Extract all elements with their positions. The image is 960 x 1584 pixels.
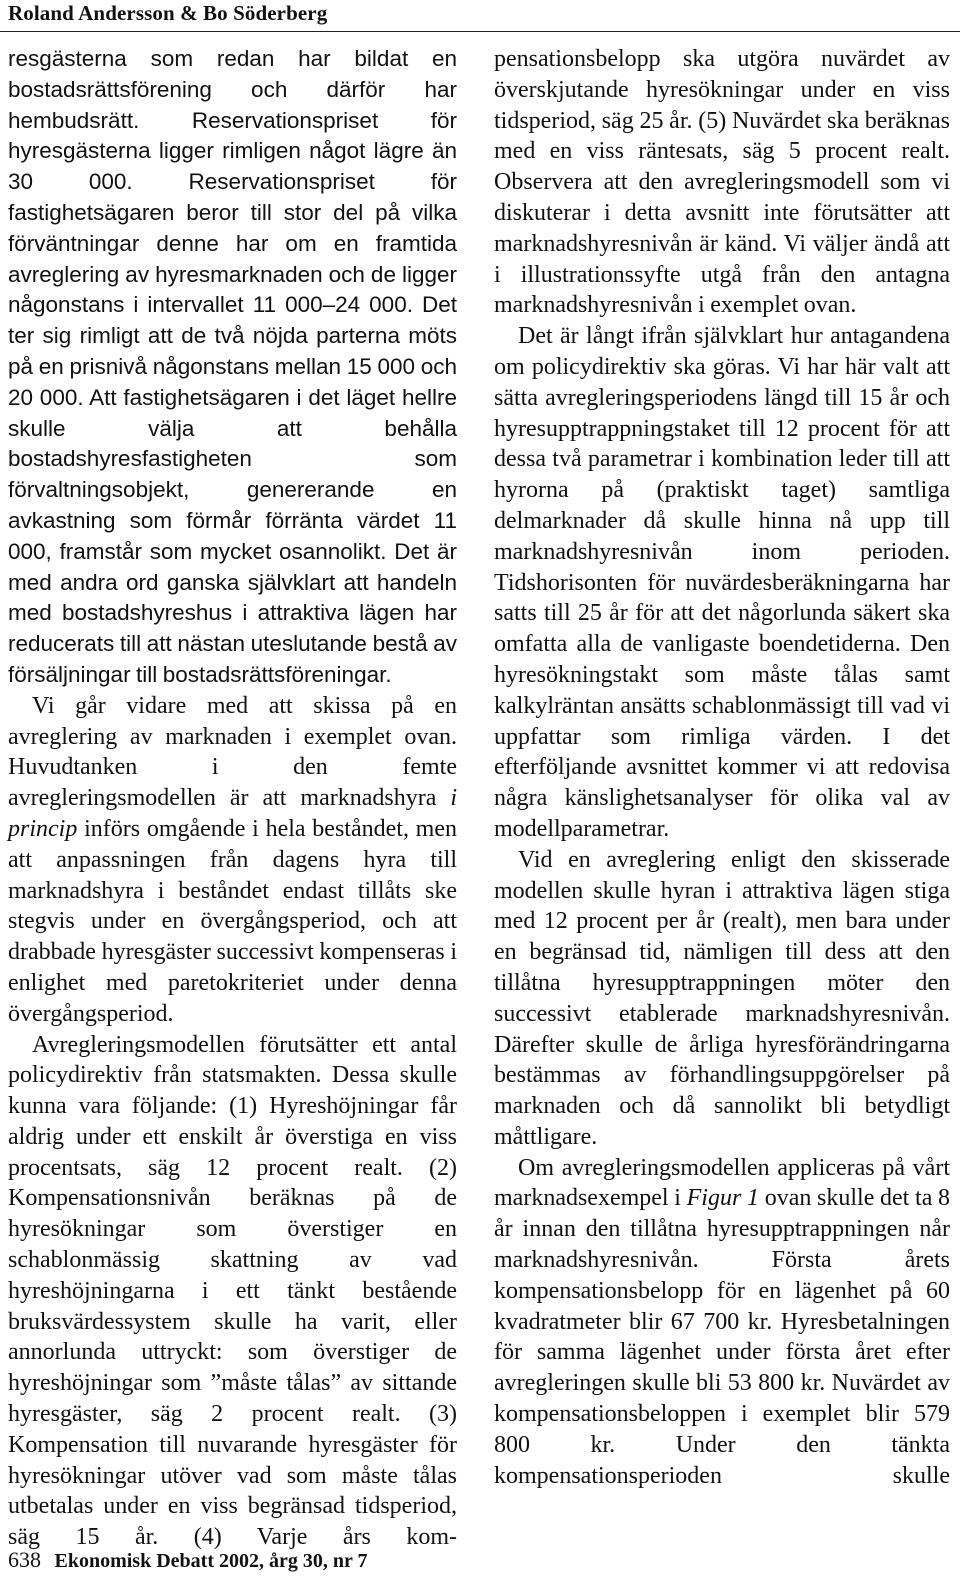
right-paragraph-2: Det är långt ifrån självklart hur antagandena om policydirektiv ska göras. Vi har här valt att sätta avregleringsperiodens längd till 15 år och hyresupptrappningstaket till 12 procent för att dessa två parametrar i kombination leder till att hyrorna på (praktiskt taget) samtliga delmarknader då skulle hinna nå upp till marknadshyresnivån inom perioden. Tidshorisonten för nuvärdesberäkningarna har satts till 25 år för att det någorlunda säkert ska omfatta alla de vanligaste boendetiderna. Den hyresökningstakt som måste tålas samt kalkylräntan ansätts schablonmässigt till vad vi uppfattar som rimliga värden. I det efterföljande avsnittet kommer vi att redovisa några känslighetsanalyser för olika val av modellparametrar. [494, 323, 950, 842]
left-paragraph-2-text-b: införs omgående i hela beståndet, men att anpassningen från dagens hyra till marknadshyra i beståndet endast tillåts ske stegvis under en övergångsperiod, och att drabbade hyresgäster successivt kompenseras i enlighet med paretokriteriet under denna övergångsperiod. [8, 815, 457, 1027]
left-paragraph-1: resgästerna som redan har bildat en bostadsrättsförening och därför har hembudsrätt. Reservationspriset för hyresgästerna ligger rimligen något lägre än 30 000. Reservationspriset för fastighetsägaren beror till stor del på vilka förväntningar denne har om en framtida avreglering av hyresmarknaden och de ligger någonstans i intervallet 11 000–24 000. Det ter sig rimligt att de två nöjda parterna möts på en prisnivå någonstans mellan 15 000 och 20 000. Att fastighetsägaren i det läget hellre skulle välja att behålla bostadshyresfastigheten som förvaltningsobjekt, genererande en avkastning som förmår förränta värdet 11 000, framstår som mycket osannolikt. Det är med andra ord ganska självklart att handeln med bostadshyreshus i attraktiva lägen har reducerats till att nästan uteslutande bestå av försäljningar till bostadsrättsföreningar. [8, 46, 457, 687]
emphasis-i-princip: i princip [8, 785, 457, 842]
page-number: 638 [8, 1547, 41, 1572]
left-column [8, 44, 457, 1553]
left-paragraph-3: Avregleringsmodellen förutsätter ett antal policydirektiv från statsmakten. Dessa skulle kunna vara följande: (1) Hyreshöjningar får aldrig under ett enskilt år överstiga en viss procentsats, säg 12 procent realt. (2) Kompensationsnivån beräknas på de hyresökningar som överstiger en schablonmässig skattning av vad hyreshöjningarna i ett tänkt bestående bruksvärdessystem skulle ha varit, eller annorlunda uttryckt: som överstiger de hyreshöjningar som ”måste tålas” av sittande hyresgäster, säg 2 procent realt. (3) Kompensation till nuvarande hyresgäster för hyresökningar utöver vad som måste tålas utbetalas under en viss begränsad tidsperiod, säg 15 år. (4) Varje års kom- [8, 1031, 457, 1551]
running-head: Roland Andersson & Bo Söderberg [8, 1, 328, 25]
right-paragraph-4-text-b: ovan skulle det ta 8 år innan den tillåtna hyresupptrappningen når marknadshyresnivån. Första årets kompensationsbelopp för en lägenhet på 60 kvadratmeter blir 67 700 kr. Hyresbetalningen för samma lägenhet under första året efter avregleringen skulle bli 53 800 kr. Nuvärdet av kompensationsbeloppen i exemplet blir 579 800 kr. Under den tänkta kompensationsperioden skulle [494, 1185, 951, 1489]
right-paragraph-1: pensationsbelopp ska utgöra nuvärdet av överskjutande hyresökningar under en viss tidsperiod, säg 25 år. (5) Nuvärdet ska beräknas med en viss räntesats, säg 5 procent realt. Observera att den avregleringsmodell som vi diskuterar i detta avsnitt inte förutsätter att marknadshyresnivån är känd. Vi väljer ändå att i illustrationssyfte utgå från den antagna marknadshyresnivån i exemplet ovan. [494, 46, 950, 319]
header-rule [0, 31, 960, 32]
figure-reference: Figur 1 [686, 1185, 759, 1212]
page-footer [8, 1547, 368, 1573]
right-paragraph-4 [494, 1153, 950, 1492]
right-paragraph-3: Vid en avreglering enligt den skisserade modellen skulle hyran i attraktiva lägen stiga med 12 procent per år (realt), men bara under en begränsad tid, nämligen till dess att den tillåtna hyresupptrappningen möter den successivt etablerade marknadshyresnivån. Därefter skulle de årliga hyresförändringarna bestämmas av förhandlingsuppgörelser på marknaden och då sannolikt bli betydligt måttligare. [494, 846, 950, 1150]
left-paragraph-2-text-a: Vi går vidare med att skissa på en avreglering av marknaden i exemplet ovan. Huvudtanken i den femte avregleringsmodellen är att marknadshyra [8, 692, 457, 812]
left-paragraph-2 [8, 691, 457, 1030]
right-column [494, 44, 950, 1491]
journal-name: Ekonomisk Debatt 2002, årg 30, nr 7 [54, 1550, 368, 1572]
right-paragraph-4-text-a: Om avregleringsmodellen appliceras på vårt marknadsexempel i [494, 1154, 950, 1212]
